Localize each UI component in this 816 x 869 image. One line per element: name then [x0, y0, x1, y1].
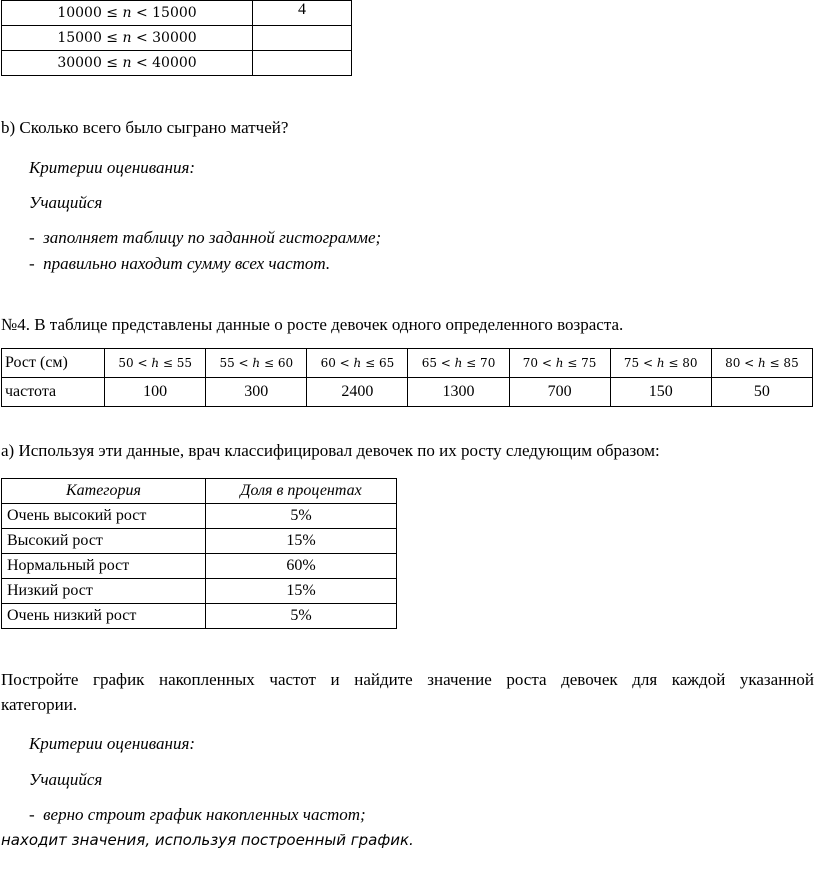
category-share: 15% [206, 579, 397, 604]
height-label: Рост (см) [2, 349, 105, 378]
category-name: Нормальный рост [2, 554, 206, 579]
criteria-title: Критерии оценивания: [29, 158, 196, 177]
table-row [2, 1, 352, 26]
height-range: 75 < ℎ ≤ 80 [610, 349, 711, 378]
build-task-line: категории. [1, 695, 78, 714]
interval-cell: 10000 ≤ 𝑛 < 15000 [2, 1, 253, 26]
height-table [1, 348, 813, 407]
header-category: Категория [2, 479, 206, 504]
frequency-value: 50 [711, 378, 812, 407]
build-task-line: Постройте график накопленных частот и найдите значение роста девочек для каждой указанной [1, 670, 814, 689]
category-name: Очень высокий рост [2, 504, 206, 529]
frequency-value: 1300 [408, 378, 509, 407]
value-cell: 4 [253, 1, 352, 26]
category-share: 60% [206, 554, 397, 579]
bullet-dash: - [29, 228, 35, 247]
category-share: 5% [206, 604, 397, 629]
table-header-row [2, 479, 397, 504]
question-b: b) Сколько всего было сыграно матчей? [1, 118, 289, 137]
height-range: 50 < ℎ ≤ 55 [105, 349, 206, 378]
category-share: 15% [206, 529, 397, 554]
category-name: Очень низкий рост [2, 604, 206, 629]
frequency-value: 2400 [307, 378, 408, 407]
header-share: Доля в процентах [206, 479, 397, 504]
table-row [2, 26, 352, 51]
criteria-item-text: верно строит график накопленных частот; [43, 805, 366, 824]
task-4-heading: №4. В таблице представлены данные о росте девочек одного определенного возраста. [1, 315, 624, 334]
interval-cell: 15000 ≤ 𝑛 < 30000 [2, 26, 253, 51]
table-row [2, 51, 352, 76]
category-name: Низкий рост [2, 579, 206, 604]
table-row [2, 378, 813, 407]
student-label: Учащийся [29, 193, 103, 212]
frequency-label: частота [2, 378, 105, 407]
table-row [2, 349, 813, 378]
criteria-item [29, 254, 330, 274]
frequency-value: 150 [610, 378, 711, 407]
frequency-value: 300 [206, 378, 307, 407]
table-row [2, 554, 397, 579]
height-range: 65 < ℎ ≤ 70 [408, 349, 509, 378]
part-a-text: а) Используя эти данные, врач классифицировал девочек по их росту следующим образом: [1, 441, 660, 460]
criteria-item-text: заполняет таблицу по заданной гистограмме; [43, 228, 382, 247]
criteria-title: Критерии оценивания: [29, 734, 196, 753]
frequency-value: 700 [509, 378, 610, 407]
frequency-value: 100 [105, 378, 206, 407]
height-range: 80 < ℎ ≤ 85 [711, 349, 812, 378]
bullet-dash: - [29, 254, 35, 273]
criteria-item [29, 805, 366, 825]
criteria-item [29, 228, 381, 248]
category-share: 5% [206, 504, 397, 529]
table-row [2, 529, 397, 554]
interval-table [1, 0, 352, 76]
category-table [1, 478, 397, 629]
height-range: 70 < ℎ ≤ 75 [509, 349, 610, 378]
table-row [2, 604, 397, 629]
student-label: Учащийся [29, 770, 103, 789]
height-range: 55 < ℎ ≤ 60 [206, 349, 307, 378]
criteria-item-text: правильно находит сумму всех частот. [43, 254, 331, 273]
interval-cell: 30000 ≤ 𝑛 < 40000 [2, 51, 253, 76]
criteria-last-line: находит значения, используя построенный график. [1, 831, 414, 849]
value-cell [253, 26, 352, 51]
table-row [2, 504, 397, 529]
bullet-dash: - [29, 805, 35, 824]
table-row [2, 579, 397, 604]
category-name: Высокий рост [2, 529, 206, 554]
height-range: 60 < ℎ ≤ 65 [307, 349, 408, 378]
value-cell [253, 51, 352, 76]
